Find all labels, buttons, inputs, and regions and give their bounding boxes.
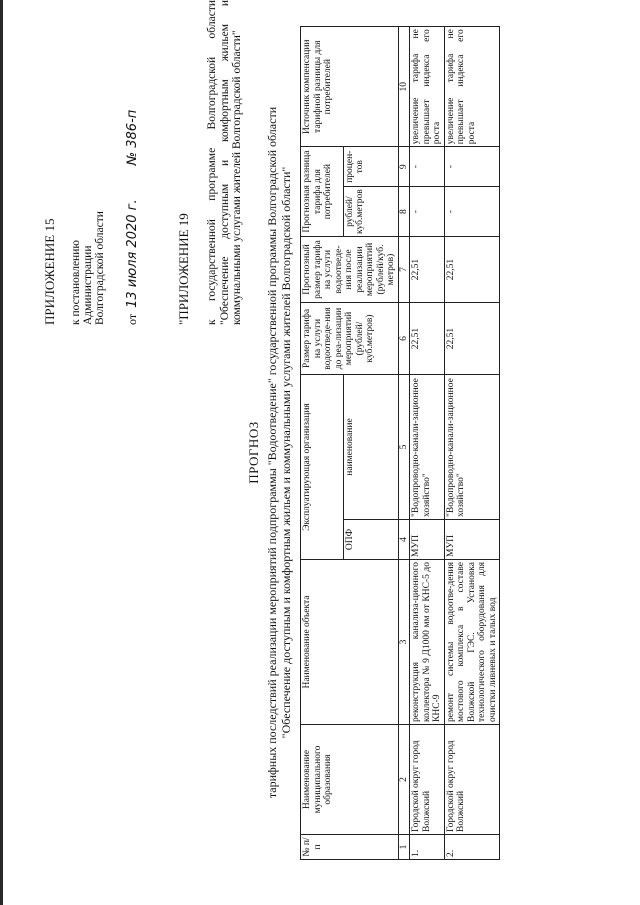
- column-number: 9: [398, 147, 410, 187]
- document-subtitle: [266, 0, 293, 905]
- header-name: наименование: [343, 375, 398, 520]
- column-number: 1: [398, 835, 410, 860]
- resolution-number: № 386-п: [125, 109, 140, 166]
- column-number: 3: [398, 560, 410, 725]
- row-source: увеличение тарифа не превышает индекса его роста: [410, 27, 445, 147]
- date-prefix: от: [125, 313, 139, 325]
- row-opf: МУП: [444, 520, 500, 560]
- header-opf: ОПФ: [343, 520, 398, 560]
- row-diff-rub: -: [410, 187, 445, 237]
- row-opf: МУП: [410, 520, 445, 560]
- row-municipality: Городской округ город Волжский: [410, 725, 445, 835]
- row-tariff-after: 22,51: [444, 237, 500, 303]
- administration: Администрации: [82, 245, 94, 325]
- column-number: 10: [398, 27, 410, 147]
- row-operator-name: "Водопроводно-канали-зационное хозяйство": [410, 375, 445, 520]
- header-tariff-before: Размер тарифа на услуги водоотведе-ния до реа-лизации мероприятий (рублей/ куб.метров): [301, 303, 399, 375]
- row-object: реконструкция канализа-ционного коллектора № 9 Д1000 мм от КНС-5 до КНС-9: [410, 560, 445, 725]
- table-header-row: [301, 27, 344, 860]
- row-num: 2.: [444, 835, 500, 860]
- row-object: ремонт системы водоотве-дения мостового комплекса в составе Волжской ГЭС. Установка технологического оборудования для очистки ливневых и талых вод: [444, 560, 500, 725]
- region: Волгоградской области: [94, 211, 106, 325]
- header-source: Источник компенсации тарифной разницы для потребителей: [301, 27, 399, 147]
- header-forecast-diff: Прогнозная разница тарифа для потребителей: [301, 147, 344, 237]
- column-number: 2: [398, 725, 410, 835]
- row-tariff-before: 22,51: [444, 303, 500, 375]
- column-number: 6: [398, 303, 410, 375]
- row-diff-rub: -: [444, 187, 500, 237]
- row-source: увеличение тарифа не превышает индекса его роста: [444, 27, 500, 147]
- column-number: 8: [398, 187, 410, 237]
- row-tariff-after: 22,51: [410, 237, 445, 303]
- row-diff-pct: -: [444, 147, 500, 187]
- appendix-15-title: ПРИЛОЖЕНИЕ 15: [42, 218, 57, 325]
- column-number: 5: [398, 375, 410, 520]
- column-number: 4: [398, 520, 410, 560]
- column-number: 7: [398, 237, 410, 303]
- column-number-row: [398, 27, 410, 860]
- header-rub: рублей/ куб.метров: [343, 187, 398, 237]
- header-num: № п/п: [301, 835, 399, 860]
- resolution-date-line: [125, 110, 140, 325]
- row-num: 1.: [410, 835, 445, 860]
- table-row: [410, 27, 445, 860]
- appendix-19-title: "ПРИЛОЖЕНИЕ 19: [176, 213, 191, 325]
- header-municipality: Наименование муниципального образования: [301, 725, 399, 835]
- header-object: Наименование объекта: [301, 560, 399, 725]
- header-operator: Эксплуатирующая организация: [301, 375, 344, 560]
- table-row: [444, 27, 500, 860]
- date-value: 13 июля 2020 г.: [125, 199, 140, 308]
- program-reference: к государственной программе Волгоградской области "Обеспечение доступным и комфортным жильем и коммунальными услугами жителей Волгоградской области": [206, 0, 243, 325]
- row-municipality: Городской округ город Волжский: [444, 725, 500, 835]
- to-resolution: к постановлению: [70, 240, 82, 325]
- subtitle-line-2: "Обеспечение доступным и комфортным жильем и коммунальными услугами жителей Волгоградской области": [278, 166, 293, 739]
- row-operator-name: "Водопроводно-канали-зационное хозяйство": [444, 375, 500, 520]
- row-tariff-before: 22,51: [410, 303, 445, 375]
- subtitle-line-1: тарифных последствий реализации мероприятий подпрограммы "Водоотведение" государственной программы Волгоградской области: [265, 106, 279, 799]
- forecast-table: [300, 26, 500, 860]
- header-pct: процен-тов: [343, 147, 398, 187]
- document-title: ПРОГНОЗ: [246, 421, 261, 484]
- row-diff-pct: -: [410, 147, 445, 187]
- header-tariff-after: Прогнозный размер тарифа на услуги водоотведе-ния после реализации мероприятий (рублей/куб. метров): [301, 237, 399, 303]
